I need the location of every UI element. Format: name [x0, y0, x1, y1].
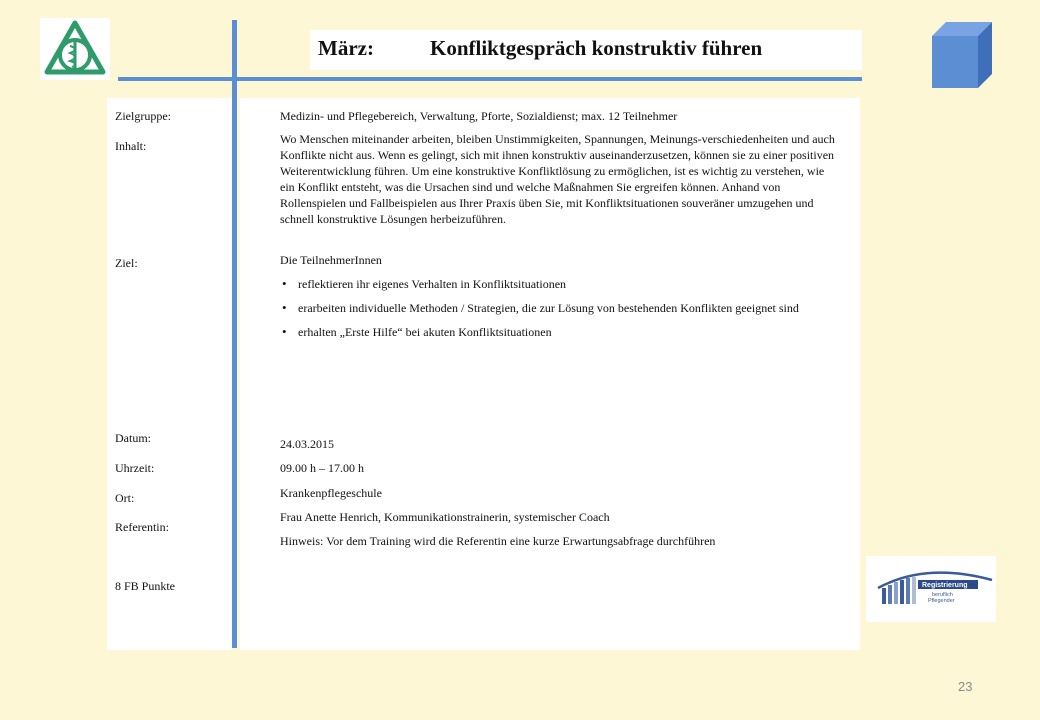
- ziel-intro: Die TeilnehmerInnen: [280, 253, 382, 267]
- hospital-logo-icon: [44, 20, 106, 76]
- svg-text:beruflich: beruflich: [932, 592, 953, 598]
- ziel-list: [280, 276, 840, 348]
- label-ziel: Ziel:: [115, 256, 138, 270]
- horizontal-divider: [118, 77, 862, 81]
- label-fb-punkte: 8 FB Punkte: [115, 579, 176, 593]
- list-item: • reflektieren ihr eigenes Verhalten in Konfliktsituationen: [280, 276, 840, 292]
- uhrzeit-value: 09.00 h – 17.00 h: [280, 461, 364, 475]
- zielgruppe-value: Medizin- und Pflegebereich, Verwaltung, Pforte, Sozialdienst; max. 12 Teilnehmer: [280, 109, 678, 123]
- label-uhrzeit: Uhrzeit:: [115, 461, 155, 475]
- datum-value: 24.03.2015: [280, 437, 334, 451]
- page-title: Konfliktgespräch konstruktiv führen: [430, 36, 763, 60]
- page-number: 23: [958, 679, 973, 694]
- svg-text:Registrierung: Registrierung: [922, 582, 968, 589]
- label-zielgruppe: Zielgruppe:: [115, 109, 171, 123]
- cube-icon: [928, 18, 996, 92]
- list-item: • erhalten „Erste Hilfe“ bei akuten Konfliktsituationen: [280, 324, 840, 340]
- registrierung-logo-icon: [876, 566, 994, 612]
- title-month: März:: [318, 36, 374, 60]
- ort-value: Krankenpflegeschule: [280, 486, 382, 500]
- label-datum: Datum:: [115, 431, 151, 445]
- referentin-value: Frau Anette Henrich, Kommunikationstrainerin, systemischer Coach: [280, 510, 610, 524]
- list-item: • erarbeiten individuelle Methoden / Strategien, die zur Lösung von bestehenden Konflikten geeignet sind: [280, 300, 840, 316]
- inhalt-text: Wo Menschen miteinander arbeiten, bleiben Unstimmigkeiten, Spannungen, Meinungs-verschiedenheiten und auch Konflikte nicht aus. Wenn es gelingt, sich mit ihnen konstruktiv auseinanderzusetzen, können sie zu einer positiven Weiterentwicklung führen. Um eine konstruktive Konfliktlösung zu ermöglichen, ist es wichtig zu verstehen, wie ein Konflikt entsteht, was die Ursachen sind und welche Maßnahmen Sie ergreifen können. Anhand von Rollenspielen und Fallbeispielen aus Ihrer Praxis üben Sie, mit Konfliktsituationen souveräner umzugehen und schnell konstruktive Lösungen herbeizuführen.: [280, 132, 835, 226]
- label-ort: Ort:: [115, 491, 135, 505]
- label-inhalt: Inhalt:: [115, 139, 147, 153]
- label-referentin: Referentin:: [115, 520, 169, 534]
- label-column: [107, 98, 232, 650]
- vertical-divider: [232, 20, 237, 648]
- hinweis-text: Hinweis: Vor dem Training wird die Referentin eine kurze Erwartungsabfrage durchführen: [280, 534, 716, 548]
- svg-text:Pflegender: Pflegender: [928, 598, 955, 604]
